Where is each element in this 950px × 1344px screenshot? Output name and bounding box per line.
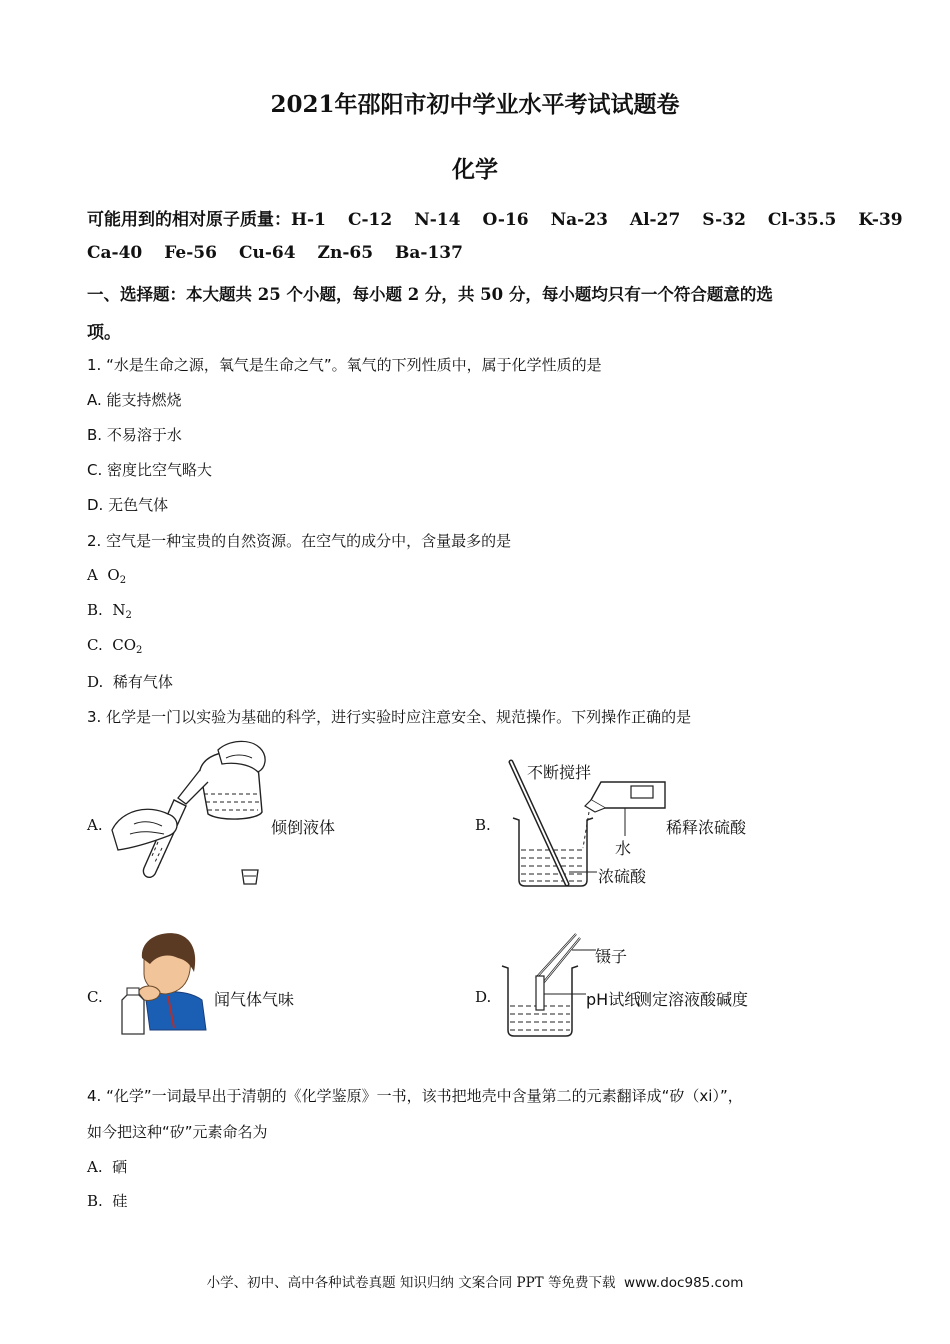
- ph-paper-illustration: [500, 932, 604, 1040]
- option-text: 硅: [112, 1192, 128, 1210]
- q3-option-a-letter: A.: [87, 816, 103, 834]
- option-letter: A.: [87, 1158, 103, 1176]
- atomic-mass-label: 可能用到的相对原子质量：: [87, 210, 291, 230]
- atomic-mass-item: O-16: [482, 210, 529, 230]
- label-water: 水: [615, 839, 632, 858]
- q4-stem-line2: 如今把这种“矽”元素命名为: [87, 1123, 268, 1141]
- q3-option-c-letter: C.: [87, 988, 103, 1006]
- label-ph-paper: pH试纸: [586, 990, 641, 1009]
- atomic-mass-item: Ca-40: [87, 243, 143, 263]
- q4-stem-line1: 4. “化学”一词最早出于清朝的《化学鉴原》一书，该书把地壳中含量第二的元素翻译成“矽（xi）”，: [87, 1087, 743, 1105]
- q1-option-c: C. 密度比空气略大: [87, 461, 213, 479]
- subject-title: 化学: [452, 156, 498, 183]
- q2-stem: 2. 空气是一种宝贵的自然资源。在空气的成分中，含量最多的是: [87, 532, 512, 550]
- formula: O: [107, 566, 120, 584]
- footer: [0, 1271, 950, 1291]
- q3-option-b-letter: B.: [475, 816, 491, 834]
- atomic-mass-item: S-32: [702, 210, 746, 230]
- section-heading-line1: 一、选择题：本大题共 25 个小题，每小题 2 分，共 50 分，每小题均只有一个符合题意的选: [87, 285, 773, 304]
- q4-option-b: [87, 1190, 127, 1211]
- atomic-mass-row-2: [87, 243, 485, 263]
- q3-option-d-letter: D.: [475, 988, 492, 1006]
- footer-text: 小学、初中、高中各种试卷真题 知识归纳 文案合同 PPT 等免费下载: [206, 1275, 616, 1291]
- formula: CO: [112, 636, 137, 654]
- atomic-mass-item: K-39: [858, 210, 903, 230]
- atomic-mass-item: Fe-56: [164, 243, 217, 263]
- atomic-mass-row-1: [87, 205, 903, 230]
- option-text: 稀有气体: [112, 673, 173, 691]
- option-letter: A: [87, 566, 98, 584]
- smell-gas-illustration: [116, 930, 208, 1038]
- atomic-mass-item: H-1: [291, 210, 326, 230]
- pouring-liquid-illustration: [108, 738, 273, 888]
- q3-stem: 3. 化学是一门以实验为基础的科学，进行实验时应注意安全、规范操作。下列操作正确的是: [87, 708, 692, 726]
- q1-stem: 1. “水是生命之源，氧气是生命之气”。氧气的下列性质中，属于化学性质的是: [87, 356, 602, 374]
- formula: N: [112, 601, 126, 619]
- option-letter: B.: [87, 1192, 103, 1210]
- exam-title: 2021年邵阳市初中学业水平考试试题卷: [270, 91, 680, 118]
- q4-option-a: [87, 1156, 127, 1177]
- option-letter: B.: [87, 601, 103, 619]
- q2-option-d: [87, 671, 173, 692]
- footer-url[interactable]: www.doc985.com: [624, 1275, 744, 1291]
- atomic-mass-item: N-14: [414, 210, 461, 230]
- section-heading-line2: 项。: [87, 323, 121, 343]
- formula-subscript: 2: [119, 575, 127, 586]
- label-conc-acid: 浓硫酸: [598, 867, 647, 886]
- q1-option-a: A. 能支持燃烧: [87, 391, 182, 409]
- atomic-mass-item: C-12: [347, 210, 393, 230]
- atomic-mass-item: Ba-137: [395, 243, 463, 263]
- option-text: 硒: [112, 1158, 128, 1176]
- formula-subscript: 2: [125, 610, 132, 621]
- atomic-mass-item: Na-23: [550, 210, 608, 230]
- formula-subscript: 2: [136, 645, 143, 656]
- q3-option-d-caption: 测定溶液酸碱度: [636, 990, 749, 1009]
- option-letter: C.: [87, 636, 103, 654]
- option-letter: D.: [87, 673, 104, 691]
- q3-option-c-caption: 闻气体气味: [214, 990, 295, 1009]
- q2-option-a: [87, 566, 126, 586]
- atomic-mass-item: Al-27: [629, 210, 681, 230]
- q3-option-b-caption: 稀释浓硫酸: [666, 818, 747, 837]
- label-stir: 不断搅拌: [527, 763, 592, 782]
- q3-option-a-caption: 倾倒液体: [271, 818, 336, 837]
- q1-option-d: D. 无色气体: [87, 496, 169, 514]
- q1-option-b: B. 不易溶于水: [87, 426, 182, 444]
- atomic-mass-item: Cl-35.5: [767, 210, 837, 230]
- label-tweezers: 镊子: [595, 947, 628, 966]
- q2-option-c: [87, 636, 142, 656]
- atomic-mass-item: Cu-64: [238, 243, 296, 263]
- q2-option-b: [87, 601, 132, 621]
- atomic-mass-item: Zn-65: [317, 243, 374, 263]
